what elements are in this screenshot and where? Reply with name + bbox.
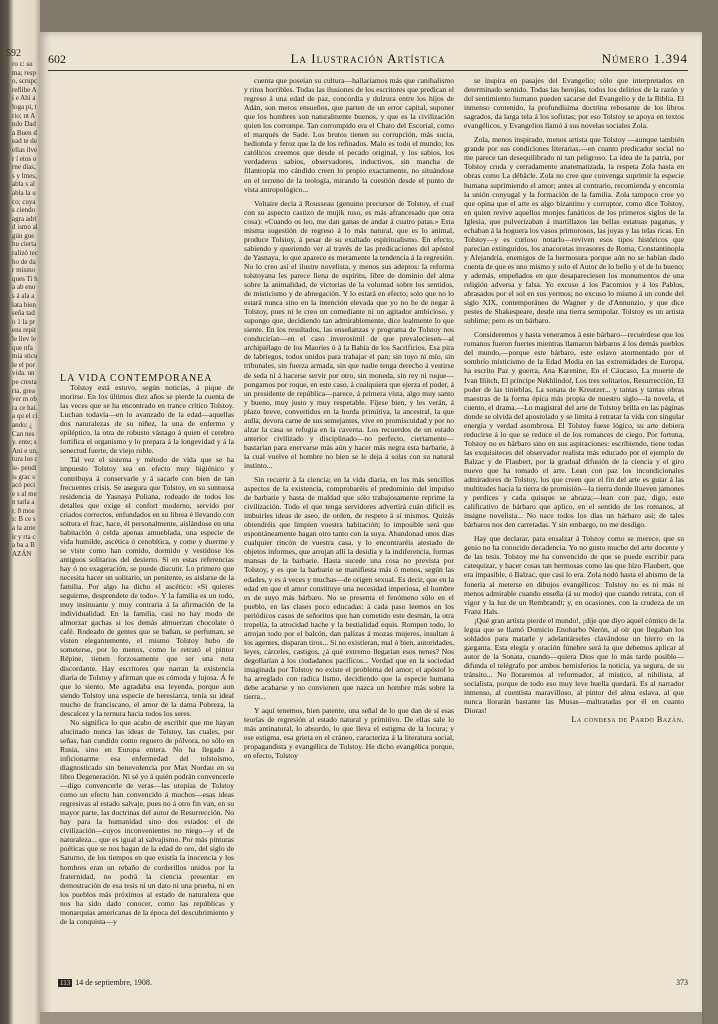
previous-page-text: ro c: suma; respo, scrupc reflibe Aí e Ahí a loga pi, trio; nt Ando Dada Buen dead te de ellas ilver í etos orne días, s y lmes, abla s al abla la uco; cuyas ciendo agra adrid ismo algún gue hu cierta ralizó techo de dar mismo ques Ti ha ab eno s á ala a lata bien seña tado 1 la prens repit le llev leque nfamia sticule el por vida. un pe cresta ria, grea ver m obra ce hai. a qu el ci ando: ¿ Can nes y. ente; s Ani e un, tura los cie- pendi is grac sacó pecie s al me n tarla ar, 8 mos s: B ce sa la ante ir y rta ca ba a BAZÁN — [12, 60, 38, 558]
paragraph: Consideremos y hasta veneramos á este bárbaro—recuérdese que los romanos fueron fuertes mientras llamaron bárbaros á los demás pueblos del mundo,—porque este bárbaro, este eslavo atormentado por el sombrío misticismo de la Edad Media en las extremidades de Europa, ha escrito Paz y guerra, Ana Karenine, En el Cáucaso, La muerte de Ivan Iliitch, El príncipe Nekhlindof, Los tres solitarios, Resurrección, El poder de las tinieblas, La sonata de Kreutzer... y tantas y tantas obras maestras de la forma épica más propia de nuestro siglo—la novela, el cuento, el drama.—Lo magistral del arte de Tolstoy brilla en las páginas donde se olvida del apostolado y se limita á retratar la vida con singular energía y verdad asombrosa. El Tolstoy fuese lógico, su arte debiera reducirse á lo que se reduce el de los romances de ciego. Por fortuna, Tolstoy no es bárbaro sino en sus aspiraciones: escribiendo, tiene todas las exquisiteces del observador realista más educado por el ejemplo de Balzac y de Flaubert, por la gradual difusión de la ciencia y el giro nuevo que ha tomado el arte. Lean con paz los incondicionales admiradores de Tolstoy, los que creen que el fin del arte es guiar á las multitudes hacia la tierra de promisión—la tierra donde llueven jamones y perdices y cada quisque se abraza;—lean con paz, digo, este calificativo de bárbaro que aplico, en el sentido de los romanos, al insigne novelista... No nace todos los días un bárbaro así; de tales bárbaros nos den carretadas. Y sin embargo, no me desdigo. — [464, 330, 684, 530]
paragraph: Sin recurrir á la ciencia; en la vida diaria, en los más sencillos aspectos de la existencia, comprobaréis el predominio del impulso de barbarie y hasta de maldad que sólo trabajosamente reprime la civilización. Todo el que tenga servidores advertirá cuán difícil es imbuirles ideas de aseo, de orden, de respeto á sí mismos. Quizás obtendréis que limpien vuestra habitación; lo imposible será que espontáneamente hagan otro tanto con la suya. Abandonad unos días cualquier rincón de vuestra casa, y lo encontraréis atestado de objetos informes, que arrojan allí la desidia y la indiferencia, formas mansas de la barbarie. Hasta sucede una cosa no prevista por Tolstoy, y es que la barbarie se manifiesta más ó menos, según las edades, y es á veces y muchas—de origen sexual. Es decir, que en la edad en que el amor constituye una necesidad imperiosa, el hombre es de suyo más bárbaro. No se presenta el fenómeno sólo en el pueblo, en las clases poco educadas: á cada paso leemos en los periódicos casos de señoritos que han cometido este desmán, la otra tropelía, la atrocidad hache y la bestialidad equis. Rompen todo, lo arrojan todo por el balcón, dan palizas á mozas mujeres, insultan á los agentes, disparan tiros... Si no existieran, mal ó bien, autoridades, leyes, cárceles, castigos, ¿á qué extremo llegarían esos nenes? Nos degollarían á los ciudadanos pacíficos... Verdad que en la sociedad imaginada por Tolstoy no existe el problema del amor; el apóstol lo ha arreglado con radica lismo, decidiendo que la especie humana debe acabarse y no convienen que nazca un hombre más sobre la tierra... — [244, 475, 454, 702]
paragraph: se inspira en pasajes del Evangelio; sólo que interpretados en determinado sentido. Todas las herejías, todos los delirios de la razón y del sentimiento humano pueden sacarse del Evangelio y de la Biblia. El inmenso contenido, la profundísima doctrina rebosante de los libros sagrados, da larga tela á los sofistas; por eso Tolstoy se apoya en textos evangélicos, y Evangelios llamó á sus novelas sociales Zola. — [464, 76, 684, 131]
paragraph: cuenta que poseían su cultura—hallaríamos más que canibalismo y ritos horribles. Todas las ilusiones de los escritores que predican el regreso á una edad de paz, concordia y dulzura entre los hijos de Adán, son meros ensueños, que parten de un error capital, suponer que los hombres son naturalmente buenos, y que es la civilización quien los corrompe. Tan corrompido era el Chato del Escorial, como el marqués de Sade. Los brutos tienen su corrupción, más sucia, hedionda y feroz que la de los refinados. Malo es todo el mundo; los católicos creemos que desde el pecado original, y los sabios, los verdaderos sabios, observadores, inductivos, sin mancha de filantropía mo cándido creen lo propio exactamente, no situándose en el terreno de la teología, mirando la cuestión desde el punto de vista antropológico... — [244, 76, 454, 194]
paragraph: Zola, menos inspirado, menos artista que Tolstoy —aunque también grande por sus condiciones literarias,—en cuanto predicador social no me parece tan desequilibrado ni tan peligroso. La idea de la patria, por Tolstoy cruda y cerradamente anatematizada, la respeta Zola hasta en obras como La débâcle. Zola no cree que convenga suprimir la especie humana suprimiendo el amor; antes al contrario, recomienda y encomia la unión conyugal y la formación de la familia. Zola tampoco cree yo que opina que el arte es algo bizantino y corruptor, como dice Tolstoy, en quien revive aquellos monjes fanáticos de los primeros siglos de la Iglesia, que pulverizaban á martillazos las bellas estatuas paganas, y echaban á la hoguera los vasos primorosos, las joyas y las telas ricas. En Tolstoy—y es curioso notarlo—reviven esos tipos históricos que parecían extinguidos, los anacoretas invasores de Roma, Constantinopla y Alejandría, enemigos de la hermosura porque aún no se habían dado cuenta de que es uno mismo y solo el Autor de lo bello y el de lo bueno; y además, empeñados en que desapareciesen los monumentos de una religión adversa y falsa. Yo excuso á los Pacomios y á los Pablos, abrasados por el sol en sus yermos; no excuso lo mismo á un conde del siglo XIX, contemporáneo de Wagner y de d'Annunzio, y que dice pestes de Shakespeare, desde una tierra semipolar. Tolstoy es un artista sublime; pero es un bárbaro. — [464, 135, 684, 326]
section-title: LA VIDA CONTEMPORÁNEA — [60, 374, 213, 384]
previous-page-number: 592 — [6, 48, 21, 59]
page-header — [48, 50, 688, 68]
blank-area — [60, 76, 234, 366]
page-footer-left — [58, 978, 152, 987]
paragraph: Hay que declarar, para ensalzar á Tolstoy como se merece, que su genio no ha conocido decadencia. Yo no gusto mucho del arte docente y de las tesis. Tolstoy me ha convencido de que se puede escribir para catequizar, y hacer cosas tan hermosas como las que hizo Flaubert, que era impasible, ó Balzac, que casi lo era. Zola nodó hasta el abismo de la fonería al meterse en dibujos evangélicos: Tolstoy no es ni más ni menos admirable cuando enseña (á su modo) que cuando retrata, con el vigor y la luz de un Rembrandt; y, en ocasiones, con la crudeza de un Franz Hals. — [464, 534, 684, 616]
author-signature: La condesa de Pardo Bazán. — [571, 715, 684, 725]
previous-page-edge — [0, 0, 40, 1024]
column-1 — [60, 374, 234, 966]
paragraph: Y aquí tenemos, bien patente, una señal de lo que dan de sí esas teorías de regresión al estado natural y primitivo. De ellas sale lo más antinatural, lo absurdo, lo que lleva el estigma de la locura; y ese estigma, esa grieta en el cráneo, caracteriza á la literatura social, propagandista y evangélica de Tolstoy. He dicho evangélica porque, en efecto, Tolstoy — [244, 706, 454, 761]
header-rule — [48, 70, 688, 71]
paragraph: ¡Qué gran artista pierde el mundo!, ¡dije que diyo aquel cómico de la legua que se llamó Domicio Enobarbo Nerón, al oír que llegaban los soldados para matarle y adelantárseles clavándose un hierro en la garganta. Esta elegía y oración fúnebre será la que debemos aplicar al autor de la Sonata, cuando—quiera Dios que lo más tarde posible—difunda el telégrafo por ambos hemisferios la noticia, ya segura, de su tránsito... No lloraremos al reformador, al místico, al nihilista, al socialista, porque de todo eso muy leve huella quedará. Es al narrador inmenso, al cuentista maravilloso, al pintor del alma eslava, al que nunca llorarán bastante las Musas—maltratadas por él en cuanto Dioras! — [464, 615, 684, 716]
footer-mark: 113 — [60, 979, 71, 987]
column-3 — [464, 76, 684, 972]
page-number: 602 — [48, 52, 66, 66]
column-2 — [244, 76, 454, 972]
magazine-title: La Ilustración Artística — [290, 51, 446, 66]
paragraph: Tal vez el sistema y método de vida que se ha impuesto Tolstoy sea en efecto muy higiénico y contribuya á conservarle y á sacarle con bien de tan frecuentes crisis. Se asegura que Tolstoy, en su suntuosa residencia de Yasnaya Poliana, rodeado de todos los detalles que exige el confort moderno, servido por criados correctos, enfundados en su librea é llevando con soltura el frac, hace, él personalmente, aislándose en una habitación ó celda apenas amueblada, una especie de vida humilde, ascética ó cenobítica, y come y duerme y se viste como han comido, dormido y vestidose los antiguos solitarios del desierto. Si en estas referencias hay ó no exageración, se puede discutir. Lo primero que necesita hacer un solitario, un penitente, es aislarse de la familia. Por algo ha dicho el ascético: «Si quieres seguirme, desprendete de todo». Y la familia es un todo, muy insinuante y muy contraria á la afirmación de la individualidad. En la familia, casi no hay modo de almorzar gachas si los demás almuerzan chocolate ó café. Rodeado de gentes que se bañan, se perfuman, se visten elegantemente, el mismo Tolstoy hubo de someterse, por lo menos, como le retrató el pintor Répine, tienen forzosamente que ser una nota discordante. Hay escritores que narran la existencia diaria de Tolstoy y afirman que es cómoda y lujosa. Á fe que lo siento. Me agradaba esa leyenda, porque aun siendo Tolstoy una especie de heresiarca, tenía su ideal mucho de franciscano, el amor de la dama Pobreza, la descalcez y la ternura hacia todos los seres. — [60, 455, 234, 718]
paragraph: Tolstoy está estuvo, según noticias, á pique de morirse. En los últimos diez años se pierde la cuenta de las veces que se ha encontrado en trance crítico Tolstoy. Luchan todavía—en lo avanzado de la edad—aquellas dos naturalezas de su niñez, la una de enfermo y epiléptico, la otra de robusto vástago á quien el cerebro fortifica el organismo y lo prepara á la longevidad y á la senectud fuerte, de viejo roble. — [60, 383, 234, 456]
footer-date: 14 de septiembre, 1908. — [75, 978, 152, 987]
magazine-page — [40, 32, 702, 1024]
paragraph: No significa lo que acabo de escribir que me hayan alucinado nunca las ideas de Tolstoy, las cuales, por señas, han cundido como reguero de pólvora, no sólo en Rusia, sino en Europa entera. No ha llegado á inficionarme esa enfermedad del tolstoísmo, diagnosticado sin benevolencia por Max Nordau en su libro Degeneración. Ni sé yo á quién podrán convencerle—digo convencerle de veras—las utopías de Tolstoy como un efecto han convencido á muchos—esas ideas regresivas al estado salvaje, pues no á otro fin van, en su mayor parte, las doctrinas del autor de Resurrección. No hay para la humanidad sino dos estados: el de civilización—cuyos inconvenientes no niego—y el de naturaleza... que es igual al salvajismo. Por más pinturas poéticas que se nos hagan de la edad de oro, del siglo de Saturno, de los tiempos en que existía la inocencia y los hombres eran un rebaño de corderillos unidos por la fraternidad, no podrá la ciencia presentar en demostración de esa tesis ni un dato ni una prueba, ni en los pueblos más próximos al estado de naturaleza que nos ha sido dado conocer, como las repúblicas y monarquías americanas de la época del descubrimiento y de la conquista—y — [60, 717, 234, 926]
footer-page-number: 373 — [676, 978, 688, 987]
issue-number: Número 1.394 — [601, 51, 688, 66]
paragraph: Voltaire decía á Rousseau (genuino precursor de Tolstoy, el cual con su aspecto castizo de mujik ruso, es más afrancesado que otra cosa): «Cuando os leo, me dan ganas de andar á cuatro patas.» Esta misma sugestión de regreso á lo más natural, que es lo animal, produce Tolstoy, á pesar de su exaltado espiritualismo. En efecto, sabiendo y queriendo ver al través de las predicaciones del apóstol de Yasnaya, lo que aparece es meramente la tendencia á la regresión. No lo creo así el ilustre novelista, y menos sus adeptos: la reforma tolstoyana les parece llena de espíritu, libre de dominio del alma sobre la animalidad, de victorias de la voluntad sobre los sentidos, de misticismo y de abnegación. Y lo estará en efecto; solo que no lo estará nunca sino en la intención elevada que yo no he de negar á Tolstoy, pues ni le creo un comediante ni un agitador ambicioso, y supongo que, decidiendo tan admirablemente, dice lealmente lo que siente. En los resultados, las enseñanzas y programa de Tolstoy nos conducirían—en el caso inverosímil de que prevaleciesen—al archipiélago de los Maories ó á la Bahía de los Sacrificios. Esa pira de labriegos, todos unidos para trabajar el pan; sin tuyo ni mío, sin tribunales, sin fuerza armada, sin que nadie tenga derecho á vestirse de seda ni á hacerse servir por otro, sin moneda, sin rey ni roque—pongamos por roque, en este caso, á cualquiera que ejerza el poder, á un presidente de república—parece, á primera vista, algo muy santo y bueno, muy justo y muy respetable. Fíjese bien, y les verán, á plazo breve, convertidos en la horda primitiva, la ancestral, la que aulla, devora carne de sus semejantes, vive en promiscuidad y por no alzar la casa se refugia en la caverna. Los recuerdos de un estado anterior civilizado y disciplinado—no perfecto, ciertamente—bastarían para enervarse más aún y hacer más negra esta barbarie, á la cual vuelve el hombre no bien se le deja á solas con su natural instinto... — [244, 198, 454, 470]
page-bottom-shadow — [40, 1012, 702, 1024]
